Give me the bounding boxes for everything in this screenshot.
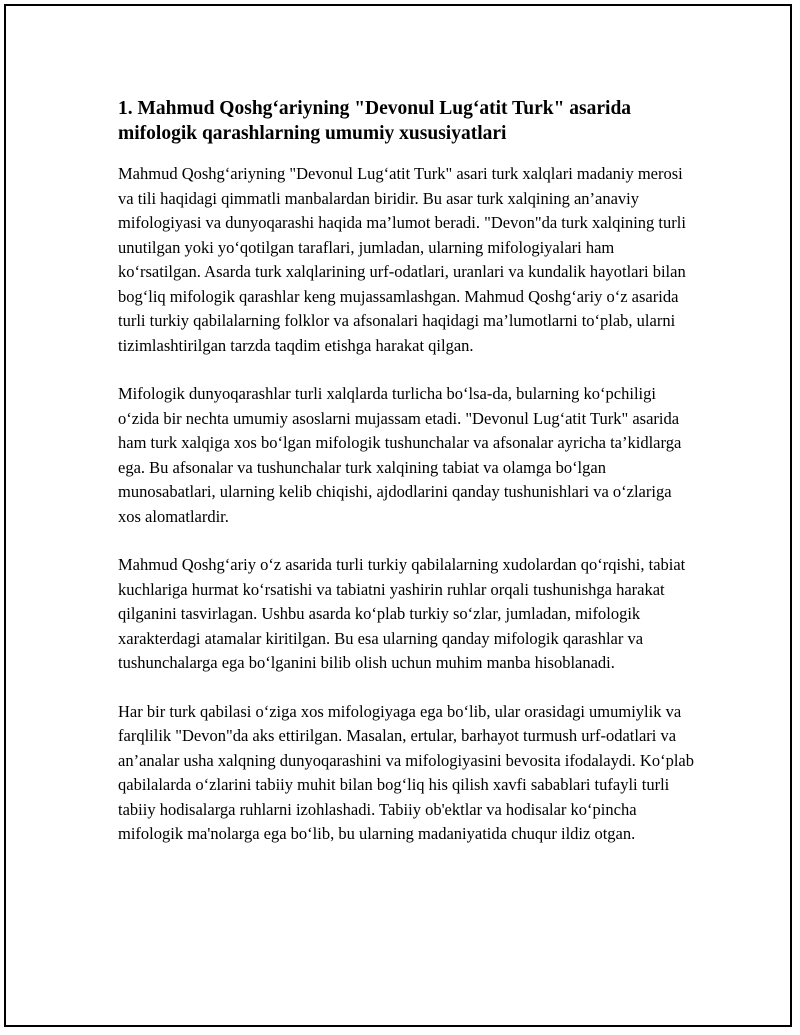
paragraph-1: Mahmud Qoshg‘ariyning "Devonul Lug‘atit Turk" asari turk xalqlari madaniy merosi va tili haqidagi qimmatli manbalardan biridir. Bu asar turk xalqining an’anaviy mifologiyasi va dunyoqarashi haqida ma’lumot beradi. "Devon"da turk xalqining turli unutilgan yoki yo‘qotilgan taraflari, jumladan, ularning mifologiyalari ham ko‘rsatilgan. Asarda turk xalqlarining urf-odatlari, uranlari va kundalik hayotlari bilan bog‘liq mifologik qarashlar keng mujassamlashgan. Mahmud Qoshg‘ariy o‘z asarida turli turkiy qabilalarning folklor va afsonalari haqidagi ma’lumotlarni to‘plab, ularni tizimlashtirilgan tarzda taqdim etishga harakat qilgan. bbox=[118, 164, 686, 355]
document-body bbox=[118, 96, 696, 871]
section-heading: 1. Mahmud Qoshg‘ariyning "Devonul Lug‘atit Turk" asarida mifologik qarashlarning umumiy xususiyatlari bbox=[118, 98, 632, 144]
paragraph-4: Har bir turk qabilasi o‘ziga xos mifologiyaga ega bo‘lib, ular orasidagi umumiylik va farqlilik "Devon"da aks ettirilgan. Masalan, ertular, barhayot turmush urf-odatlari va an’analar usha xalqning dunyoqarashini va mifologiyasini bevosita ifodalaydi. Ko‘plab qabilalarda o‘zlarini tabiiy muhit bilan bog‘liq his qilish xavfi sabablari tufayli turli tabiiy hodisalarga ruhlarni izohlashadi. Tabiiy ob'ektlar va hodisalar ko‘pincha mifologik ma'nolarga ega bo‘lib, bu ularning madaniyatida chuqur ildiz otgan. bbox=[118, 701, 694, 843]
paragraph-3: Mahmud Qoshg‘ariy o‘z asarida turli turkiy qabilalarning xudolardan qo‘rqishi, tabiat kuchlariga hurmat ko‘rsatishi va tabiatni yashirin ruhlar orqali tushunishga harakat qilganini tasvirlagan. Ushbu asarda ko‘plab turkiy so‘zlar, jumladan, mifologik xarakterdagi atamalar kiritilgan. Bu esa ularning qanday mifologik qarashlar va tushunchalarga ega bo‘lganini bilib olish uchun muhim manba hisoblanadi. bbox=[118, 555, 686, 672]
paragraph-2: Mifologik dunyoqarashlar turli xalqlarda turlicha bo‘lsa-da, bularning ko‘pchiligi o‘zida bir nechta umumiy asoslarni mujassam etadi. "Devonul Lug‘atit Turk" asarida ham turk xalqiga xos bo‘lgan mifologik tushunchalar va afsonalar ayricha ta’kidlarga ega. Bu afsonalar va tushunchalar turk xalqining tabiat va olamga bo‘lgan munosabatlari, ularning kelib chiqishi, ajdodlarini qanday tushunishlari va o‘zlariga xos alomatlardir. bbox=[118, 384, 682, 526]
